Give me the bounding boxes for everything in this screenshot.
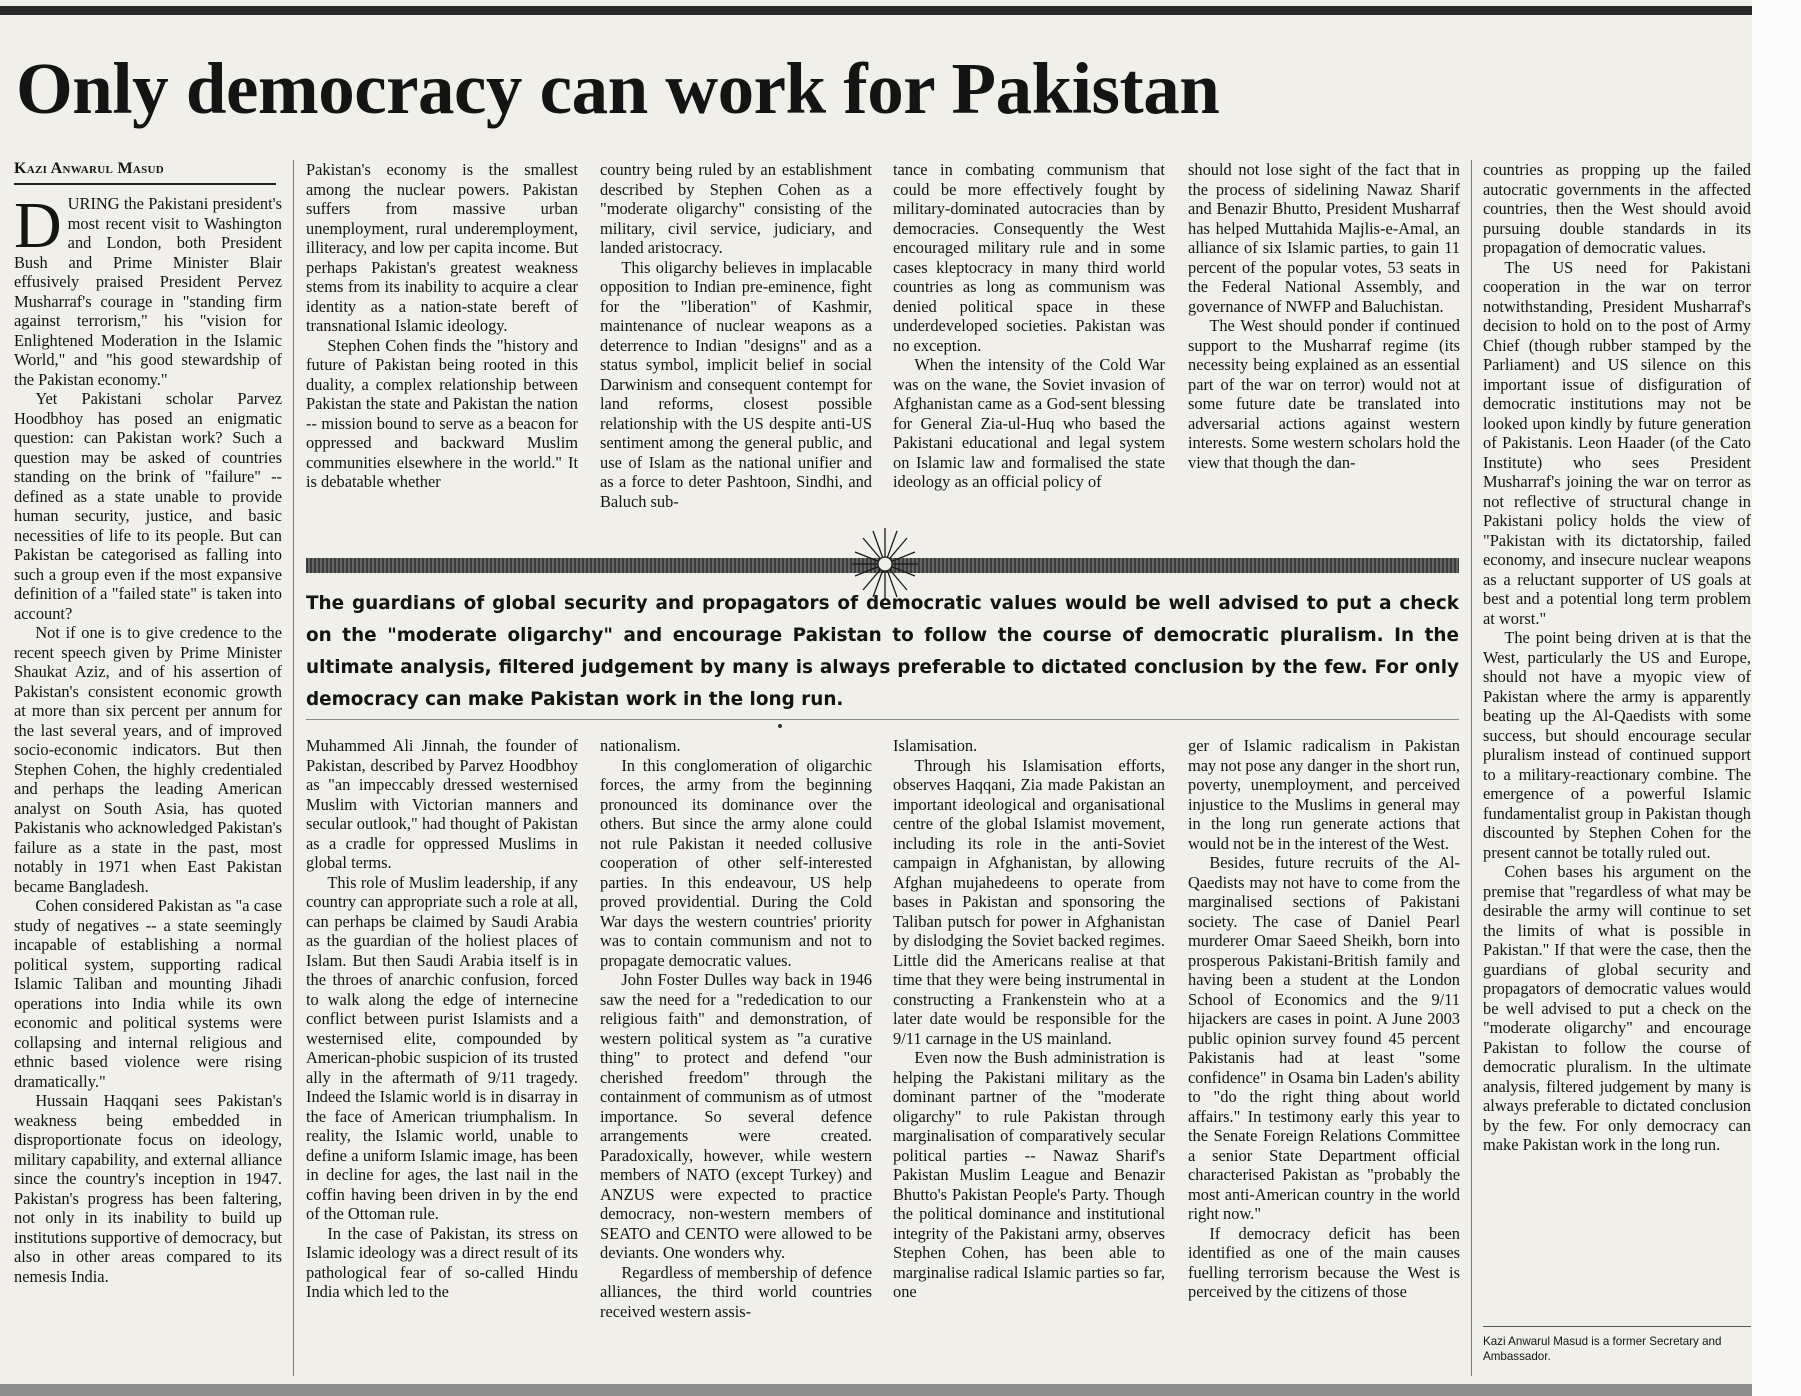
top-border-rule	[0, 6, 1752, 15]
pull-quote-rule	[306, 719, 1459, 720]
paragraph: Stephen Cohen finds the "history and future of Pakistan being rooted in this duality, a complex relationship between Pakistan the state and Pakistan the nation -- mission bound to serve as a beacon for oppressed and backward Muslim communities elsewhere in the world." It is debatable whether	[306, 335, 578, 491]
paragraph: Not if one is to give credence to the recent speech given by Prime Minister Shaukat Aziz, and of his assertion of Pakistan's consistent economic growth at more than six percent per annum for the last several years, and of improved socio-economic indicators. But then Stephen Cohen, the highly credentialed and perhaps the leading American analyst on South Asia, has quoted Pakistanis who acknowledged Pakistan's failure as a state in the past, most notably in 1971 when East Pakistan became Bangladesh.	[14, 623, 282, 896]
paragraph: The point being driven at is that the West, particularly the US and Europe, should not have a myopic view of Pakistan where the army is apparently beating up the Al-Qaedists with some success, but should encourage secular pluralism instead of continued support to a military-reactionary combine. The emergence of a powerful Islamic fundamentalist group in Pakistan though discounted by Stephen Cohen for the present cannot be totally ruled out.	[1483, 628, 1751, 862]
paragraph: Yet Pakistani scholar Parvez Hoodbhoy has posed an enigmatic question: can Pakistan work? Such a question may be asked of countries standing on the brink of "failure" -- defined as a state unable to provide human security, justice, and basic necessities of life to its people. But can Pakistan be categorised as falling into such a group even if the most expansive definition of a "failed state" is taken into account?	[14, 389, 282, 623]
paragraph: Islamisation.	[893, 736, 978, 755]
pull-quote: The guardians of global security and propagators of democratic values would be well advised to put a check on the "moderate oligarchy" and encourage Pakistan to follow the course of democratic pluralism. In the ultimate analysis, filtered judgement by many is always preferable to dictated conclusion by the few. For only democracy can make Pakistan work in the long run.	[306, 593, 1459, 710]
paragraph: When the intensity of the Cold War was on the wane, the Soviet invasion of Afghanistan came as a God-sent blessing for General Zia-ul-Huq who based the Pakistani educational and legal system on Islamic law and formalised the state ideology as an official policy of	[893, 355, 1165, 491]
column-4-bottom	[893, 736, 1165, 1376]
paragraph: Even now the Bush administration is helping the Pakistani military as the dominant partner of the "moderate oligarchy" to rule Pakistan through marginalisation of comparatively secular political parties -- Nawaz Sharif's Pakistan Muslim League and Benazir Bhutto's Pakistan People's Party. Though the political dominance and institutional integrity of the Pakistani army, observes Stephen Cohen, has been able to marginalise radical Islamic parties so far, one	[893, 1048, 1165, 1301]
byline: Kazi Anwarul Masud	[14, 160, 165, 177]
paragraph: In this conglomeration of oligarchic forces, the army from the beginning pronounced its dominance over the others. But since the army alone could not rule Pakistan it needed collusive cooperation of other self-interested parties. In this endeavour, US help proved providential. During the Cold War days the western countries' priority was to contain communism and not to propagate democratic values.	[600, 755, 872, 970]
paragraph: Regardless of membership of defence alliances, the third world countries received western assis-	[600, 1262, 872, 1321]
bottom-border-rule	[0, 1384, 1752, 1396]
author-bio: Kazi Anwarul Masud is a former Secretary and Ambassador.	[1483, 1335, 1722, 1363]
column-6	[1483, 160, 1751, 1320]
headline: Only democracy can work for Pakistan	[16, 48, 1220, 129]
column-2-bottom	[306, 736, 578, 1376]
paragraph: should not lose sight of the fact that in the process of sidelining Nawaz Sharif and Benazir Bhutto, President Musharraf has helped Muttahida Majlis-e-Amal, an alliance of six Islamic parties, to gain 11 percent of the popular votes, 53 seats in the Federal National Assembly, and governance of NWFP and Baluchistan.	[1188, 160, 1460, 316]
paragraph: nationalism.	[600, 736, 681, 755]
paragraph: tance in combating communism that could be more effectively fought by military-dominated autocracies than by democracies. Consequently the West encouraged military rule and in some cases kleptocracy in many third world countries as long as communism was denied political space in these underdeveloped societies. Pakistan was no exception.	[893, 160, 1165, 355]
paragraph: This oligarchy believes in implacable opposition to Indian pre-eminence, fight for the "liberation" of Kashmir, maintenance of nuclear weapons as a deterrence to Indian "designs" and as a status symbol, implicit belief in social Darwinism and consequent contempt for land reforms, closest possible relationship with the US despite anti-US sentiment among the general public, and use of Islam as the national unifier and as a force to deter Pashtoon, Sindhi, and Baluch sub-	[600, 257, 872, 511]
column-separator	[1471, 160, 1472, 1376]
column-5-top	[1188, 160, 1460, 536]
column-1	[14, 194, 282, 1376]
paragraph: Pakistan's economy is the smallest among the nuclear powers. Pakistan suffers from massive urban unemployment, rural underemployment, illiteracy, and low per capita income. But perhaps Pakistan's greatest weakness stems from its inability to acquire a clear identity as a nation-state bereft of transnational Islamic ideology.	[306, 160, 578, 335]
paragraph: Cohen considered Pakistan as "a case study of negatives -- a state seemingly incapable of establishing a normal political system, supporting radical Islamic Taliban and mounting Jihadi operations into India while its own economic and political systems were collapsing and internal religious and ethnic based violence were rising dramatically."	[14, 896, 282, 1091]
paragraph: If democracy deficit has been identified as one of the main causes fuelling terrorism because the West is perceived by the citizens of those	[1188, 1223, 1460, 1301]
column-separator	[293, 160, 294, 1376]
paragraph: Cohen bases his argument on the premise that "regardless of what may be desirable the army will continue to set the limits of what is possible in Pakistan." If that were the case, then the guardians of global security and propagators of democratic values would be well advised to put a check on the "moderate oligarchy" and encourage Pakistan to follow the course of democratic pluralism. In the ultimate analysis, filtered judgement by many is always preferable to dictated conclusion by the few. For only democracy can make Pakistan work in the long run.	[1483, 862, 1751, 1154]
page-margin	[1752, 0, 1801, 1396]
paragraph: The US need for Pakistani cooperation in the war on terror notwithstanding, President Musharraf's decision to hold on to the post of Army Chief (though rubber stamped by the Parliament) and US silence on this important issue of disfiguration of democratic institutions may not be looked upon kindly by future generation of Pakistanis. Leon Haader (of the Cato Institute) who sees President Musharraf's joining the war on terror as not reflective of structural change in Pakistani policy holds the view of "Pakistan with its dictatorship, failed economy, and insecure nuclear weapons as a reluctant supporter of US goals at best and a potential long term problem at worst."	[1483, 257, 1751, 628]
paragraph: ger of Islamic radicalism in Pakistan may not pose any danger in the short run, poverty, unemployment, and perceived injustice to the Muslims in general may in the long run generate actions that would not be in the interest of the West.	[1188, 736, 1460, 853]
paragraph: countries as propping up the failed autocratic governments in the affected countries, then the West should avoid pursuing double standards in its propagation of democratic values.	[1483, 160, 1751, 257]
byline-rule	[14, 183, 276, 185]
paragraph: country being ruled by an establishment described by Stephen Cohen as a "moderate oligarchy" consisting of the military, civil service, judiciary, and landed aristocracy.	[600, 160, 872, 257]
paragraph: Muhammed Ali Jinnah, the founder of Pakistan, described by Parvez Hoodbhoy as "an impeccably dressed westernised Muslim with Victorian manners and secular outlook," had thought of Pakistan as a cradle for oppressed Muslims in global terms.	[306, 736, 578, 872]
ornament-dot	[778, 724, 782, 728]
column-4-top	[893, 160, 1165, 536]
author-bio-rule	[1483, 1326, 1751, 1327]
paragraph: The West should ponder if continued support to the Musharraf regime (its necessity being explained as an essential part of the war on terror) would not at some future date be translated into adversarial actions against western interests. Some western scholars hold the view that though the dan-	[1188, 316, 1460, 472]
column-3-bottom	[600, 736, 872, 1376]
paragraph: This role of Muslim leadership, if any country can appropriate such a role at all, can perhaps be claimed by Saudi Arabia as the guardian of the holiest places of Islam. But then Saudi Arabia itself is in the throes of anarchic confusion, forced to walk along the edge of internecine conflict between purist Islamists and a westernised elite, compounded by American-phobic suspicion of its trusted ally in the aftermath of 9/11 tragedy. Indeed the Islamic world is in disarray in the face of American triumphalism. In reality, the Islamic world, unable to define a uniform Islamic image, has been in decline for ages, the last nail in the coffin having been driven in by the end of the Ottoman rule.	[306, 872, 578, 1223]
column-3-top	[600, 160, 872, 536]
column-2-top	[306, 160, 578, 536]
paragraph: John Foster Dulles way back in 1946 saw the need for a "rededication to our religious faith" and demonstration, of western political system as "a curative thing" to protect and defend "our cherished freedom" through the containment of communism as of utmost importance. So several defence arrangements were created. Paradoxically, however, while western members of NATO (except Turkey) and ANZUS were expected to practice democracy, non-western members of SEATO and CENTO were allowed to be deviants. One wonders why.	[600, 970, 872, 1262]
column-5-bottom	[1188, 736, 1460, 1376]
paragraph: Hussain Haqqani sees Pakistan's weakness being embedded in disproportionate focus on ideology, military capability, and external alliance since the country's inception in 1947. Pakistan's progress has been faltering, not only in its inability to build up institutions supportive of democracy, but also in other areas compared to its nemesis India.	[14, 1091, 282, 1286]
paragraph: Through his Islamisation efforts, observes Haqqani, Zia made Pakistan an important ideological and organisational centre of the global Islamist movement, including its role in the anti-Soviet campaign in Afghanistan, by allowing Afghan mujahedeens to operate from bases in Pakistan and sponsoring the Taliban putsch for power in Afghanistan by dislodging the Soviet backed regimes. Little did the Americans realise at that time that they were being instrumental in constructing a Frankenstein who at a later date would be responsible for the 9/11 carnage in the US mainland.	[893, 755, 1165, 1048]
paragraph: DURING the Pakistani president's most recent visit to Washington and London, both President Bush and Prime Minister Blair effusively praised President Pervez Musharraf's courage in "standing firm against terrorism," his "vision for Enlightened Moderation in the Islamic World," and "his good stewardship of the Pakistan economy."	[14, 194, 282, 389]
paragraph: Besides, future recruits of the Al-Qaedists may not have to come from the marginalised sections of Pakistani society. The case of Daniel Pearl murderer Omar Saeed Sheikh, born into prosperous Pakistani-British family and having been a student at the London School of Economics and the 9/11 hijackers are cases in point. A June 2003 public opinion survey found 45 percent Pakistanis had at least "some confidence" in Osama bin Laden's ability to "do the right thing about world affairs." In testimony early this year to the Senate Foreign Relations Committee a senior State Department official characterised Pakistan as "probably the most anti-American country in the world right now."	[1188, 853, 1460, 1223]
paragraph: In the case of Pakistan, its stress on Islamic ideology was a direct result of its pathological fear of so-called Hindu India which led to the	[306, 1223, 578, 1301]
